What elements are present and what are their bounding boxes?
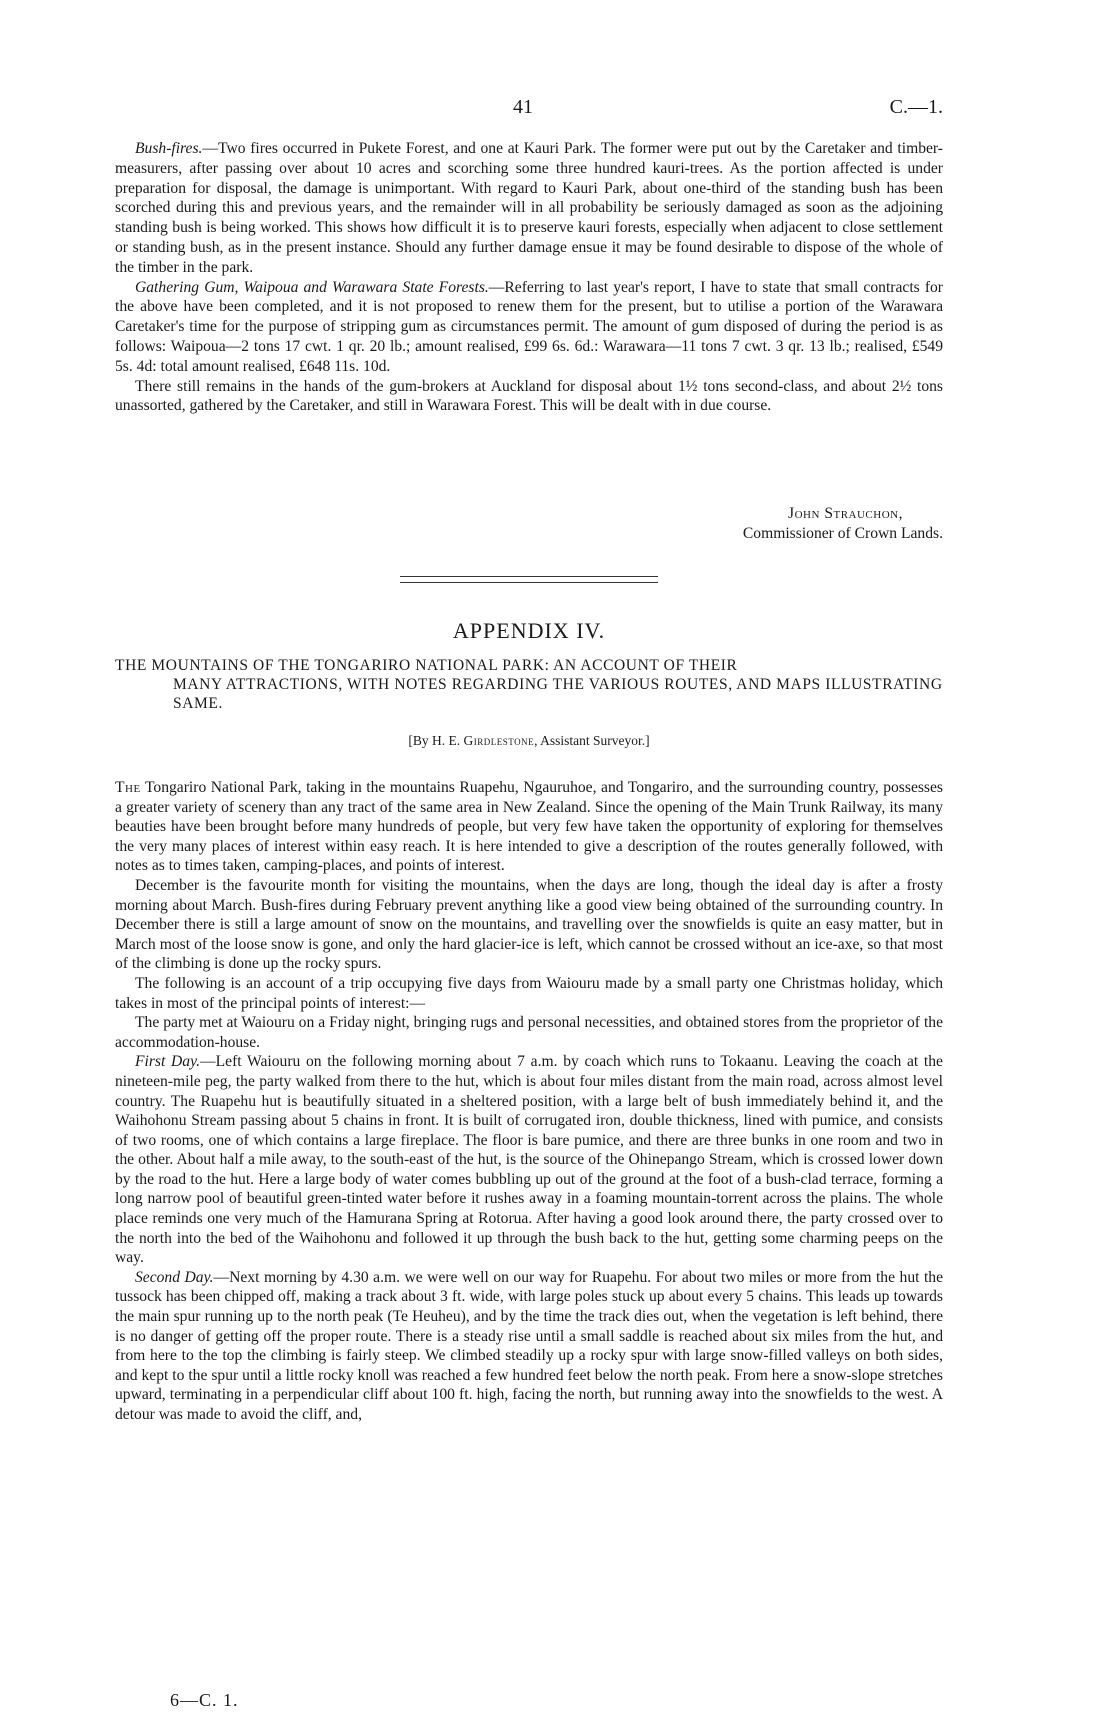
author-byline [115, 733, 943, 749]
appendix-title-line-1: THE MOUNTAINS OF THE TONGARIRO NATIONAL PARK: AN ACCOUNT OF THEIR [115, 657, 738, 674]
appendix-title-line-2: MANY ATTRACTIONS, WITH NOTES REGARDING THE VARIOUS ROUTES, AND MAPS ILLUSTRATING SAME. [173, 676, 943, 712]
gathering-gum-heading: Gathering Gum, Waipoua and Warawara State Forests. [135, 278, 489, 296]
second-day-heading: Second Day. [135, 1268, 214, 1286]
first-day-heading: First Day. [135, 1053, 201, 1071]
byline-prefix: [By H. E. [408, 733, 464, 748]
intro-paragraph [115, 778, 943, 876]
section-divider [400, 576, 658, 583]
second-day-text: —Next morning by 4.30 a.m. we were well on our way for Ruapehu. For about two miles or more from the hut the tussock has been chipped off, making a track about 3 ft. wide, with large poles stuck up about every 5 chains. This leads up towards the main spur running up to the north peak (Te Heuheu), and by the time the track dies out, when the vegetation is left behind, there is no danger of getting off the proper route. There is a steady rise until a small saddle is reached about six miles from the hut, and from here to the top the climbing is fairly steep. We climbed steadily up a rocky spur with large snow-filled valleys on both sides, and kept to the spur until a little rocky knoll was reached a few hundred feet below the north peak. From here a snow-slope stretches upward, terminating in a perpendicular cliff about 100 ft. high, facing the north, but running away into the snowfields to the west. A detour was made to avoid the cliff, and, [115, 1268, 943, 1423]
byline-suffix: , Assistant Surveyor.] [534, 733, 650, 748]
appendix-body [115, 778, 943, 1425]
page-header [115, 96, 943, 126]
signature-name: John Strauchon, [788, 505, 903, 522]
second-day-paragraph [115, 1268, 943, 1425]
page-number: 41 [513, 96, 533, 118]
party-paragraph: The party met at Waiouru on a Friday night, bringing rugs and personal necessities, and obtained stores from the proprietor of the accommodation-house. [115, 1014, 943, 1051]
december-paragraph: December is the favourite month for visiting the mountains, when the days are long, though the ideal day is after a frosty morning about March. Bush-fires during February prevent anything like a good view being obtained of the surrounding country. In December there is still a large amount of snow on the mountains, and travelling over the snowfields is quite an easy matter, but in March most of the loose snow is gone, and only the hard glacier-ice is left, which cannot be crossed without an ice-axe, so that most of the climbing is done up the rocky spurs. [115, 876, 943, 973]
gathering-gum-paragraph [115, 278, 943, 377]
document-code: C.—1. [889, 96, 943, 118]
byline-author: Girdlestone [463, 733, 535, 748]
appendix-title [115, 656, 943, 713]
first-day-text: —Left Waiouru on the following morning about 7 a.m. by coach which runs to Tokaanu. Leaving the coach at the nineteen-mile peg, the party walked from there to the hut, which is about four miles distant from the main road, across almost level country. The Ruapehu hut is beautifully situated in a sheltered position, with a large belt of bush immediately behind it, and the Waihohonu Stream passing about 5 chains in front. It is built of corrugated iron, double thickness, lined with pumice, and consists of two rooms, one of which contains a large fireplace. The floor is bare pumice, and there are three bunks in one room and two in the other. About half a mile away, to the south-east of the hut, is the source of the Ohinepango Stream, which is crossed lower down by the road to the hut. Here a large body of water comes bubbling up out of the ground at the foot of a bush-clad terrace, forming a long narrow pool of beautiful green-tinted water before it rushes away in a foaming mountain-torrent across the plains. The whole place reminds one very much of the Hamurana Spring at Rotorua. After having a good look around there, the party crossed over to the north into the bed of the Waihohonu and followed it up through the bush back to the hut, getting some charming peeps on the way. [115, 1053, 943, 1267]
first-day-paragraph [115, 1052, 943, 1268]
report-section [115, 139, 943, 416]
intro-text: Tongariro National Park, taking in the mountains Ruapehu, Ngauruhoe, and Tongariro, and the surrounding country, possesses a greater variety of scenery than any tract of the same area in New Zealand. Since the opening of the Main Trunk Railway, its many beauties have been brought before many hundreds of people, but very few have taken the opportunity of exploring for themselves the very many places of interest within easy reach. It is here intended to give a description of the routes generally followed, with notes as to times taken, camping-places, and points of interest. [115, 779, 943, 875]
following-paragraph: The following is an account of a trip occupying five days from Waiouru made by a small party one Christmas holiday, which takes in most of the principal points of interest:— [115, 974, 943, 1012]
bush-fires-heading: Bush-fires. [135, 140, 203, 157]
bush-fires-paragraph [115, 139, 943, 278]
signature-block [115, 504, 943, 544]
signature-role: Commissioner of Crown Lands. [742, 525, 943, 542]
appendix-heading: APPENDIX IV. [452, 618, 606, 643]
intro-lead: The [115, 779, 141, 796]
signature-mark: 6—C. 1. [170, 1690, 239, 1710]
bush-fires-text: —Two fires occurred in Pukete Forest, and one at Kauri Park. The former were put out by the Caretaker and timber-measurers, after passing over about 10 acres and scorching some three hundred kauri-trees. As the portion affected is under preparation for disposal, the damage is unimportant. With regard to Kauri Park, about one-third of the standing bush has been scorched during this and previous years, and the remainder will in all probability be seriously damaged as soon as the adjoining standing bush is being worked. This shows how difficult it is to preserve kauri forests, especially when adjacent to close settlement or standing bush, as in the present instance. Should any further damage ensue it may be found desirable to dispose of the whole of the timber in the park. [115, 140, 943, 276]
gum-remains-paragraph: There still remains in the hands of the gum-brokers at Auckland for disposal about 1½ tons second-class, and about 2½ tons unassorted, gathered by the Caretaker, and still in Warawara Forest. This will be dealt with in due course. [115, 377, 943, 415]
gathering-gum-text: —Referring to last year's report, I have to state that small contracts for the above have been completed, and it is not proposed to renew them for the present, but to utilise a portion of the Warawara Caretaker's time for the purpose of stripping gum as circumstances permit. The amount of gum disposed of during the period is as follows: Waipoua—2 tons 17 cwt. 1 qr. 20 lb.; amount realised, £99 6s. 6d.: Warawara—11 tons 7 cwt. 3 qr. 13 lb.; realised, £549 5s. 4d: total amount realised, £648 11s. 10d. [115, 278, 944, 375]
